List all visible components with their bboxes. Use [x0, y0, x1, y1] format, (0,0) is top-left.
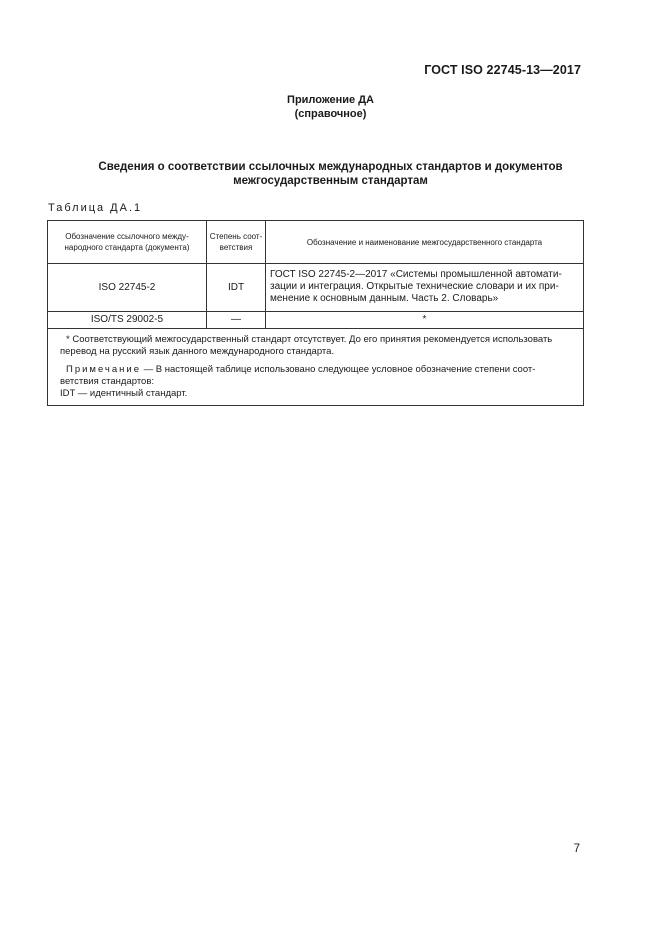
annex-subtitle: (справочное) — [294, 108, 367, 120]
annex-title: Приложение ДА — [287, 94, 374, 106]
table-row — [48, 312, 584, 329]
section-title-line-2: межгосударственным стандартам — [233, 175, 428, 187]
note-text: — В настоящей таблице использовано следующее условное обозначение степени соответствия стандартов: — [60, 364, 536, 387]
cell-standard-name: * — [266, 312, 584, 329]
header-degree: Степень соответствия — [207, 221, 266, 264]
section-title-line-1: Сведения о соответствии ссылочных международных стандартов и документов — [98, 161, 563, 173]
table-header-row — [48, 221, 584, 264]
table-caption: Таблица ДА.1 — [48, 202, 143, 214]
header-reference-standard: Обозначение ссылочного международного стандарта (документа) — [48, 221, 207, 264]
table-notes-row — [48, 329, 584, 406]
cell-standard-name: ГОСТ ISO 22745-2—2017 «Системы промышленной автоматизации и интеграция. Открытые технические словари и их применение к основным данным. Часть 2. Словарь» — [266, 264, 584, 312]
cell-reference: ISO/TS 29002-5 — [48, 312, 207, 329]
note-legend: IDT — идентичный стандарт. — [60, 388, 188, 399]
header-interstate-standard: Обозначение и наименование межгосударственного стандарта — [266, 221, 584, 264]
cell-reference: ISO 22745-2 — [48, 264, 207, 312]
annex-heading — [0, 93, 661, 121]
page-number: 7 — [573, 843, 580, 855]
cell-degree: IDT — [207, 264, 266, 312]
cell-degree: — — [207, 312, 266, 329]
table-row — [48, 264, 584, 312]
section-title — [60, 160, 601, 188]
document-code: ГОСТ ISO 22745-13—2017 — [424, 63, 581, 77]
note — [60, 364, 571, 388]
correspondence-table — [47, 220, 584, 406]
footnote: * Соответствующий межгосударственный стандарт отсутствует. До его принятия рекомендуется использовать перевод на русский язык данного международного стандарта. — [60, 334, 553, 357]
note-label: Примечание — [66, 364, 141, 375]
table-notes — [48, 329, 584, 406]
